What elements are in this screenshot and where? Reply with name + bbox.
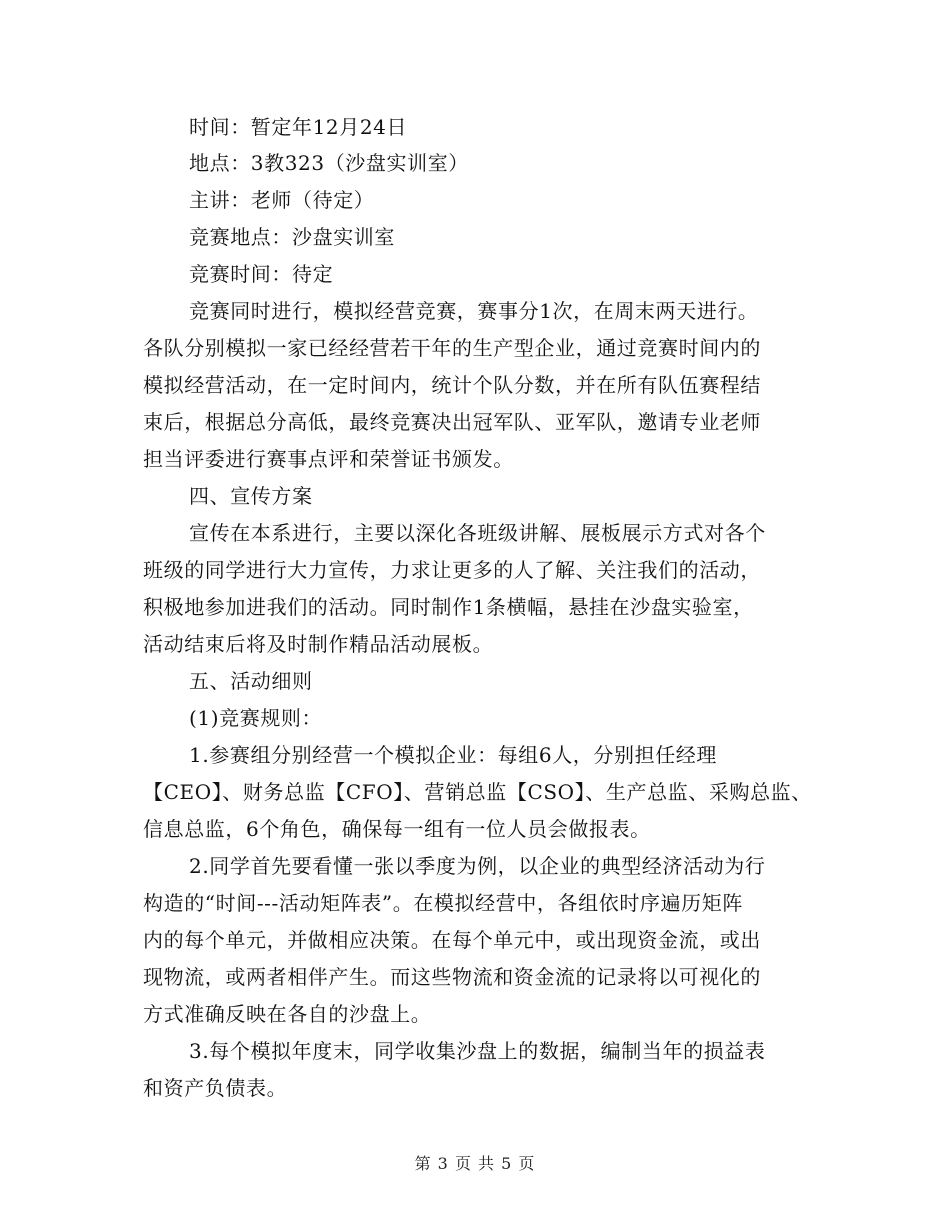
paragraph-line: 竞赛同时进行，模拟经营竞赛，赛事分1次，在周末两天进行。 [189, 299, 759, 323]
section-heading-rules: 五、活动细则 [189, 669, 313, 693]
event-location-line: 地点：3教323（沙盘实训室） [189, 151, 469, 175]
rule-item-line: 2.同学首先要看懂一张以季度为例，以企业的典型经济活动为行 [189, 854, 766, 878]
paragraph-line: 班级的同学进行大力宣传，力求让更多的人了解、关注我们的活动， [143, 558, 761, 582]
paragraph-line: 束后，根据总分高低，最终竞赛决出冠军队、亚军队，邀请专业老师 [143, 410, 761, 434]
rule-item-line: 3.每个模拟年度末，同学收集沙盘上的数据，编制当年的损益表 [189, 1039, 766, 1063]
paragraph-line: 担当评委进行赛事点评和荣誉证书颁发。 [143, 447, 514, 471]
rule-item-line: 内的每个单元，并做相应决策。在每个单元中，或出现资金流，或出 [143, 928, 761, 952]
rule-item-line: 方式准确反映在各自的沙盘上。 [143, 1002, 432, 1026]
rule-item-line: 构造的“时间---活动矩阵表”。在模拟经营中，各组依时序遍历矩阵 [143, 891, 743, 915]
event-time-line: 时间：暂定年12月24日 [189, 115, 408, 139]
subheading-competition-rules: (1)竞赛规则： [189, 706, 323, 730]
paragraph-line: 活动结束后将及时制作精品活动展板。 [143, 632, 494, 656]
rule-item-line: 现物流，或两者相伴产生。而这些物流和资金流的记录将以可视化的 [143, 965, 761, 989]
rule-item-line: 信息总监，6个角色，确保每一组有一位人员会做报表。 [143, 817, 651, 841]
paragraph-line: 积极地参加进我们的活动。同时制作1条横幅，悬挂在沙盘实验室， [143, 595, 754, 619]
competition-time-line: 竞赛时间：待定 [189, 262, 334, 286]
paragraph-line: 宣传在本系进行，主要以深化各班级讲解、展板展示方式对各个 [189, 521, 766, 545]
rule-item-line: 【CEO】、财务总监【CFO】、营销总监【CSO】、生产总监、采购总监、 [143, 780, 812, 804]
paragraph-line: 模拟经营活动，在一定时间内，统计个队分数，并在所有队伍赛程结 [143, 373, 761, 397]
competition-location-line: 竞赛地点：沙盘实训室 [189, 225, 395, 249]
rule-item-line: 和资产负债表。 [143, 1076, 288, 1100]
rule-item-line: 1.参赛组分别经营一个模拟企业：每组6人，分别担任经理 [189, 743, 718, 767]
section-heading-publicity: 四、宣传方案 [189, 484, 313, 508]
page-number-footer: 第 3 页 共 5 页 [414, 1154, 536, 1173]
lecturer-line: 主讲：老师（待定） [189, 188, 375, 212]
paragraph-line: 各队分别模拟一家已经经营若干年的生产型企业，通过竞赛时间内的 [143, 336, 761, 360]
